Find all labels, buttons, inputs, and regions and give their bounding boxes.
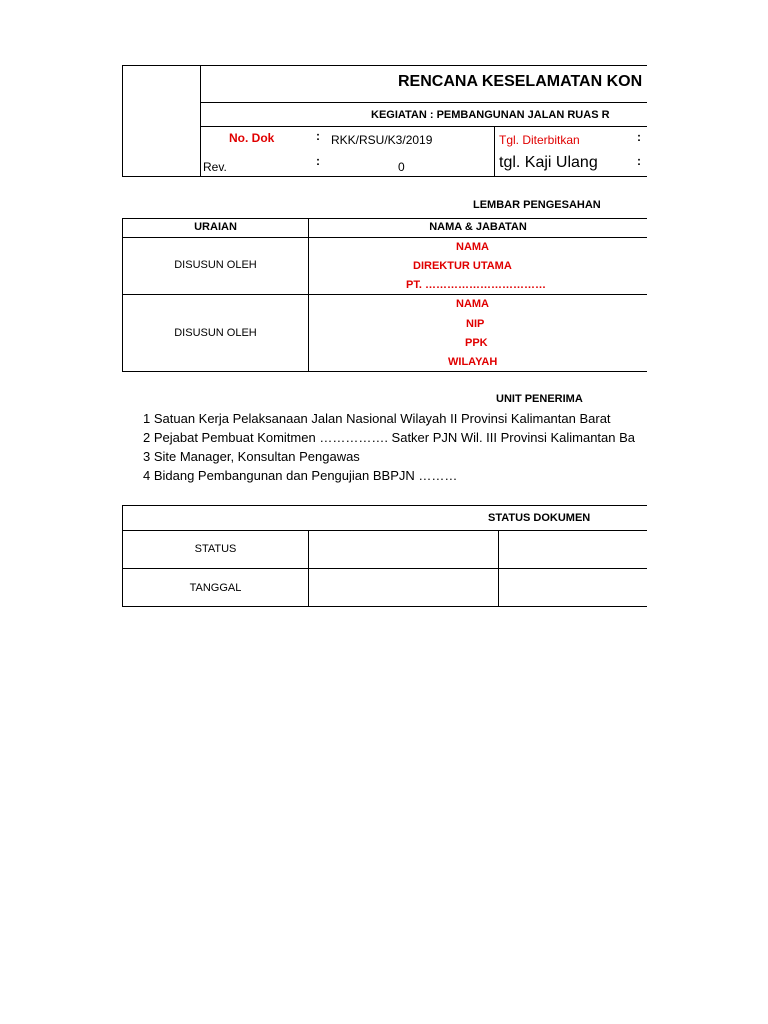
unit-penerima-title: UNIT PENERIMA bbox=[496, 393, 583, 405]
status-dokumen-title: STATUS DOKUMEN bbox=[488, 512, 591, 524]
row2-nip: NIP bbox=[466, 318, 485, 330]
no-dok-value: RKK/RSU/K3/2019 bbox=[331, 133, 433, 147]
rev-value: 0 bbox=[398, 160, 405, 174]
list-item: 3 Site Manager, Konsultan Pengawas bbox=[143, 449, 360, 464]
col-nama-header: NAMA & JABATAN bbox=[429, 221, 527, 233]
tgl-diterbitkan-label: Tgl. Diterbitkan bbox=[499, 133, 580, 147]
row1-uraian: DISUSUN OLEH bbox=[174, 259, 257, 271]
row1-jabatan: DIREKTUR UTAMA bbox=[413, 260, 512, 272]
row2-ppk: PPK bbox=[465, 337, 488, 349]
tanggal-row-label: TANGGAL bbox=[189, 582, 242, 594]
col-uraian-header: URAIAN bbox=[194, 221, 237, 233]
no-dok-colon: : bbox=[316, 129, 320, 143]
rev-label: Rev. bbox=[203, 160, 227, 174]
row1-perusahaan: PT. …………………………… bbox=[406, 279, 546, 291]
tgl-diterbitkan-colon: : bbox=[637, 130, 641, 144]
document-title: RENCANA KESELAMATAN KON bbox=[398, 73, 643, 90]
row2-wilayah: WILAYAH bbox=[448, 356, 498, 368]
tgl-kaji-ulang-colon: : bbox=[637, 154, 641, 168]
no-dok-label: No. Dok bbox=[229, 131, 275, 145]
kegiatan-text: KEGIATAN : PEMBANGUNAN JALAN RUAS R bbox=[371, 109, 610, 121]
row1-nama: NAMA bbox=[456, 241, 489, 253]
row2-uraian: DISUSUN OLEH bbox=[174, 327, 257, 339]
list-item: 4 Bidang Pembangunan dan Pengujian BBPJN ……… bbox=[143, 468, 458, 483]
lembar-title: LEMBAR PENGESAHAN bbox=[473, 199, 601, 211]
status-row-label: STATUS bbox=[194, 543, 237, 555]
list-item: 1 Satuan Kerja Pelaksanaan Jalan Nasional Wilayah II Provinsi Kalimantan Barat bbox=[143, 411, 611, 426]
rev-colon: : bbox=[316, 154, 320, 168]
tgl-kaji-ulang-label: tgl. Kaji Ulang bbox=[499, 154, 598, 171]
row2-nama: NAMA bbox=[456, 298, 489, 310]
logo-placeholder bbox=[123, 66, 200, 176]
list-item: 2 Pejabat Pembuat Komitmen ……………. Satker PJN Wil. III Provinsi Kalimantan Ba bbox=[143, 430, 636, 445]
